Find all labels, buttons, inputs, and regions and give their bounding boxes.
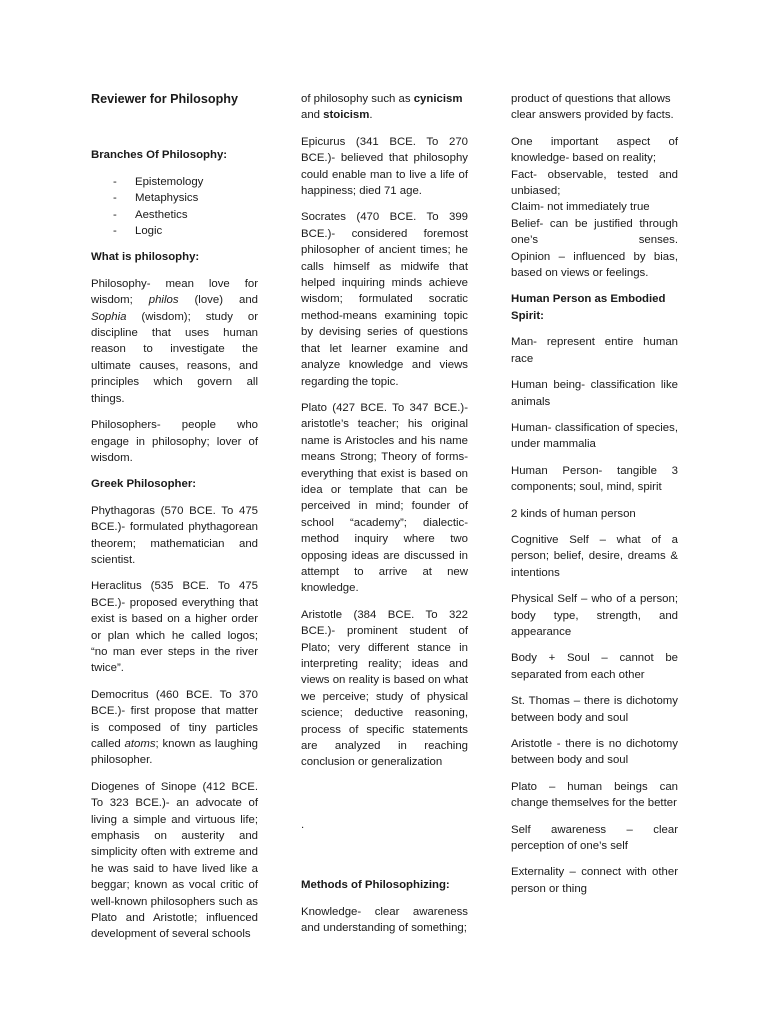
text-run: (love) and	[178, 294, 258, 307]
line-fact: Fact- observable, tested and unbiased;	[511, 168, 678, 198]
philosophers-definition: Philosophers- people who engage in philosophy; lover of wisdom.	[91, 419, 258, 464]
human-item: Body + Soul – cannot be separated from each other	[511, 652, 678, 681]
text-run: .	[369, 109, 373, 122]
human-item: Aristotle - there is no dichotomy between body and soul	[511, 738, 678, 767]
paragraph-knowledge: Knowledge- clear awareness and understanding of something;	[301, 905, 468, 935]
list-item: - Epistemology	[113, 174, 258, 190]
text-run: of philosophy such as	[301, 93, 414, 105]
paragraph-epicurus: Epicurus (341 BCE. To 270 BCE.)- believed that philosophy could enable man to live a life of happiness; died 71 age.	[301, 135, 468, 198]
paragraph-aristotle: Aristotle (384 BCE. To 322 BCE.)- prominent student of Plato; very different stance in interpreting reality; ideas and views on reality is based on what we perceive; study of physical science; deductive reasoning, process of specific statements are analyzed in reaching conclusion or generalization	[301, 608, 468, 769]
greek-philosopher-heading: Greek Philosopher:	[91, 478, 197, 491]
branches-heading: Branches Of Philosophy:	[91, 149, 228, 162]
paragraph-heraclitus: Heraclitus (535 BCE. To 475 BCE.)- proposed everything that exist is based on a higher order or plan which he called logos; “no man ever steps in the river twice”.	[91, 580, 258, 675]
spacer	[301, 843, 468, 877]
column-3	[511, 91, 678, 907]
methods-heading: Methods of Philosophizing:	[301, 879, 450, 892]
italic-term: philos	[148, 294, 179, 307]
human-item: Man- represent entire human race	[511, 336, 678, 365]
list-item: - Metaphysics	[113, 190, 258, 206]
column-1	[91, 91, 258, 953]
text-run: (wisdom); study or discipline that uses human reason to investigate the ultimate causes, reasons, and principles which govern all things.	[91, 310, 258, 405]
bold-term: stoicism	[323, 109, 370, 122]
list-item: - Logic	[113, 223, 258, 239]
branches-list	[91, 174, 258, 240]
line-opinion: Opinion – influenced by bias, based on views or feelings.	[511, 250, 678, 280]
human-item: Plato – human beings can change themselves for the better	[511, 780, 678, 810]
column-2	[301, 91, 468, 946]
stray-dot: .	[301, 818, 305, 831]
human-item: Physical Self – who of a person; body type, strength, and appearance	[511, 593, 678, 638]
line-belief: Belief- can be justified through one’s senses.	[511, 217, 678, 247]
paragraph-knowledge-aspects	[511, 134, 678, 282]
spacer	[301, 781, 468, 817]
paragraph-knowledge-continued: product of questions that allows clear answers provided by facts.	[511, 93, 674, 122]
line-important-aspect: One important aspect of knowledge- based on reality;	[511, 135, 678, 165]
paragraph-diogenes-continued	[301, 91, 468, 124]
paragraph-socrates: Socrates (470 BCE. To 399 BCE.)- considered foremost philosopher of ancient times; he calls himself as midwife that helped inquiring minds achieve wisdom; formulated socratic method-means examining topic by devising series of questions that let learner examine and analyze knowledge and views regarding the topic.	[301, 211, 468, 388]
text-run: Philosophy- mean love for wisdom;	[91, 277, 258, 307]
human-item: Self awareness – clear perception of one’s self	[511, 823, 678, 853]
italic-term: atoms	[124, 738, 156, 750]
line-claim: Claim- not immediately true	[511, 201, 650, 214]
human-item: 2 kinds of human person	[511, 507, 636, 520]
paragraph-democritus	[91, 687, 258, 769]
paragraph-phythagoras: Phythagoras (570 BCE. To 475 BCE.)- formulated phythagorean theorem; mathematician and scientist.	[91, 504, 258, 566]
text-run: Democritus (460 BCE. To 370 BCE.)- first propose that matter is composed of tiny particles called	[91, 688, 258, 750]
human-item: Cognitive Self – what of a person; belief, desire, dreams & intentions	[511, 533, 678, 579]
human-item: Human- classification of species, under mammalia	[511, 421, 678, 451]
human-item: St. Thomas – there is dichotomy between body and soul	[511, 695, 678, 724]
document-title: Reviewer for Philosophy	[91, 92, 238, 106]
human-item: Human Person- tangible 3 components; soul, mind, spirit	[511, 464, 678, 494]
text-run: and	[301, 109, 324, 122]
bold-term: cynicism	[413, 93, 463, 105]
human-item: Externality – connect with other person or thing	[511, 866, 678, 895]
list-item: - Aesthetics	[113, 207, 258, 223]
human-item: Human being- classification like animals	[511, 379, 678, 408]
philosophy-definition	[91, 276, 258, 407]
text-run: ; known as laughing philosopher.	[91, 738, 258, 767]
paragraph-diogenes: Diogenes of Sinope (412 BCE. To 323 BCE.)- an advocate of living a simple and virtuous life; emphasis on austerity and simplicity often with extreme and he was said to have lived like a beggar; known as vocal critic of well-known philosophers such as Plato and Aristotle; influenced development of several schools	[91, 780, 258, 941]
what-is-philosophy-heading: What is philosophy:	[91, 251, 200, 264]
italic-term: Sophia	[91, 310, 127, 323]
paragraph-plato: Plato (427 BCE. To 347 BCE.)- aristotle’s teacher; his original name is Aristocles and his name means Strong; Theory of forms-everything that exist is based on idea or template that can be perceived in mind; founder of school “academy”; dialectic-method inquiry where two opposing ideas are discussed in attempt to arrive at new knowledge.	[301, 401, 468, 595]
human-person-heading: Human Person as Embodied Spirit:	[511, 293, 666, 322]
